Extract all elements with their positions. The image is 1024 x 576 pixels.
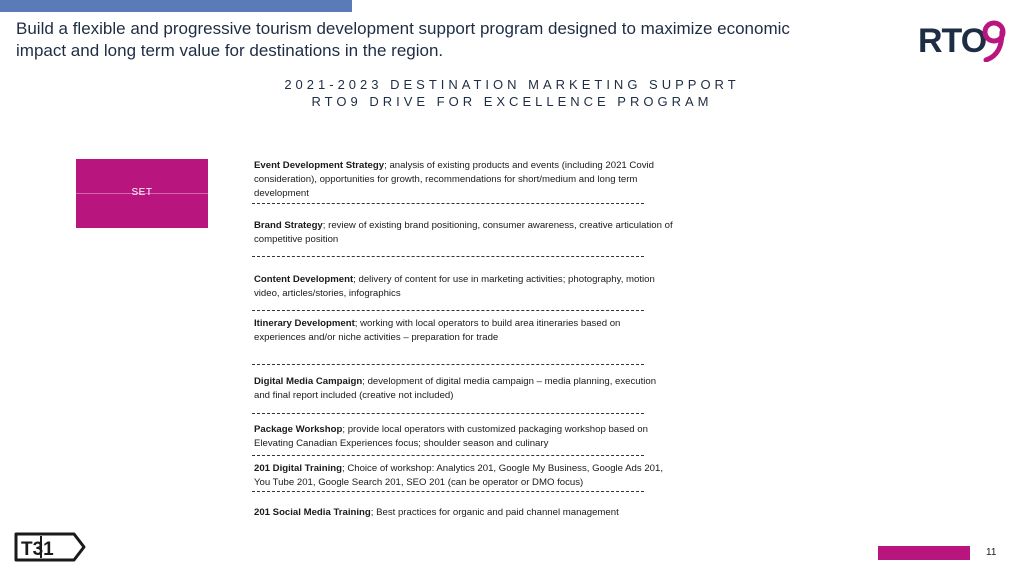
dashed-divider xyxy=(252,203,644,204)
item-title: 201 Social Media Training xyxy=(254,507,371,518)
dashed-divider xyxy=(252,491,644,492)
dashed-divider xyxy=(252,256,644,257)
item-digital-media-campaign: Digital Media Campaign; development of digital media campaign – media planning, execution and final report included (creative not included) xyxy=(254,376,657,401)
set-label: SET xyxy=(131,187,153,198)
item-201-digital-training: 201 Digital Training; Choice of workshop: Analytics 201, Google My Business, Google Ads 201, You Tube 201, Google Search 201, SEO 201 (can be operator or DMO focus) xyxy=(254,463,664,488)
dashed-divider xyxy=(252,364,644,365)
set-category-box xyxy=(76,159,208,228)
item-package-workshop: Package Workshop; provide local operators with customized packaging workshop based on Elevating Canadian Experiences focus; shoulder season and culinary xyxy=(254,424,648,449)
item-title: Event Development Strategy xyxy=(254,160,385,171)
item-body: Best practices for organic and paid channel management xyxy=(376,507,619,518)
dashed-divider xyxy=(252,413,644,414)
dashed-divider xyxy=(252,455,644,456)
page-number: 11 xyxy=(986,547,997,558)
item-itinerary-development: Itinerary Development; working with local operators to build area itineraries based on experiences and/or niche activities – preparation for trade xyxy=(254,318,621,343)
page-headline: Build a flexible and progressive tourism development support program designed to maximize economic impact and long term value for destinations in the region. xyxy=(16,19,790,60)
item-event-development: Event Development Strategy; analysis of existing products and events (including 2021 Covid consideration), opportunities for growth, recommendations for short/medium and long term development xyxy=(254,160,654,199)
item-title: Digital Media Campaign xyxy=(254,376,363,387)
footer-accent-bar xyxy=(878,546,970,560)
program-title-line-2: RTO9 DRIVE FOR EXCELLENCE PROGRAM xyxy=(311,94,713,109)
rto9-logo xyxy=(918,14,1010,62)
item-title: Itinerary Development xyxy=(254,318,355,329)
item-body: analysis of existing products and events (including 2021 Covid consideration), opportunities for growth, recommendations for short/medium and long term development xyxy=(254,160,654,199)
t31-logo xyxy=(14,532,86,562)
t31-logo-text: T31 xyxy=(21,539,54,560)
item-body: provide local operators with customized packaging workshop based on Elevating Canadian Experiences focus; shoulder season and culinary xyxy=(254,424,648,449)
item-title: Package Workshop xyxy=(254,424,343,435)
item-body: Choice of workshop: Analytics 201, Google My Business, Google Ads 201, You Tube 201, Google Search 201, SEO 201 (can be operator or DMO focus) xyxy=(254,463,664,488)
top-accent-bar xyxy=(0,0,352,12)
item-body: review of existing brand positioning, consumer awareness, creative articulation of competitive position xyxy=(254,220,673,245)
svg-text:RTO: RTO xyxy=(918,22,987,60)
item-title: Content Development xyxy=(254,274,354,285)
item-content-development: Content Development; delivery of content for use in marketing activities; photography, motion video, articles/stories, infographics xyxy=(254,274,655,299)
dashed-divider xyxy=(252,310,644,311)
item-brand-strategy: Brand Strategy; review of existing brand positioning, consumer awareness, creative articulation of competitive position xyxy=(254,220,673,245)
item-body: development of digital media campaign – media planning, execution and final report included (creative not included) xyxy=(254,376,657,401)
item-title: 201 Digital Training xyxy=(254,463,342,474)
item-body: working with local operators to build area itineraries based on experiences and/or niche activities – preparation for trade xyxy=(254,318,621,343)
item-body: delivery of content for use in marketing activities; photography, motion video, articles/stories, infographics xyxy=(254,274,655,299)
program-title-line-1: 2021-2023 DESTINATION MARKETING SUPPORT xyxy=(284,77,740,92)
item-201-social-media-training: 201 Social Media Training; Best practices for organic and paid channel management xyxy=(254,507,619,518)
item-title: Brand Strategy xyxy=(254,220,323,231)
